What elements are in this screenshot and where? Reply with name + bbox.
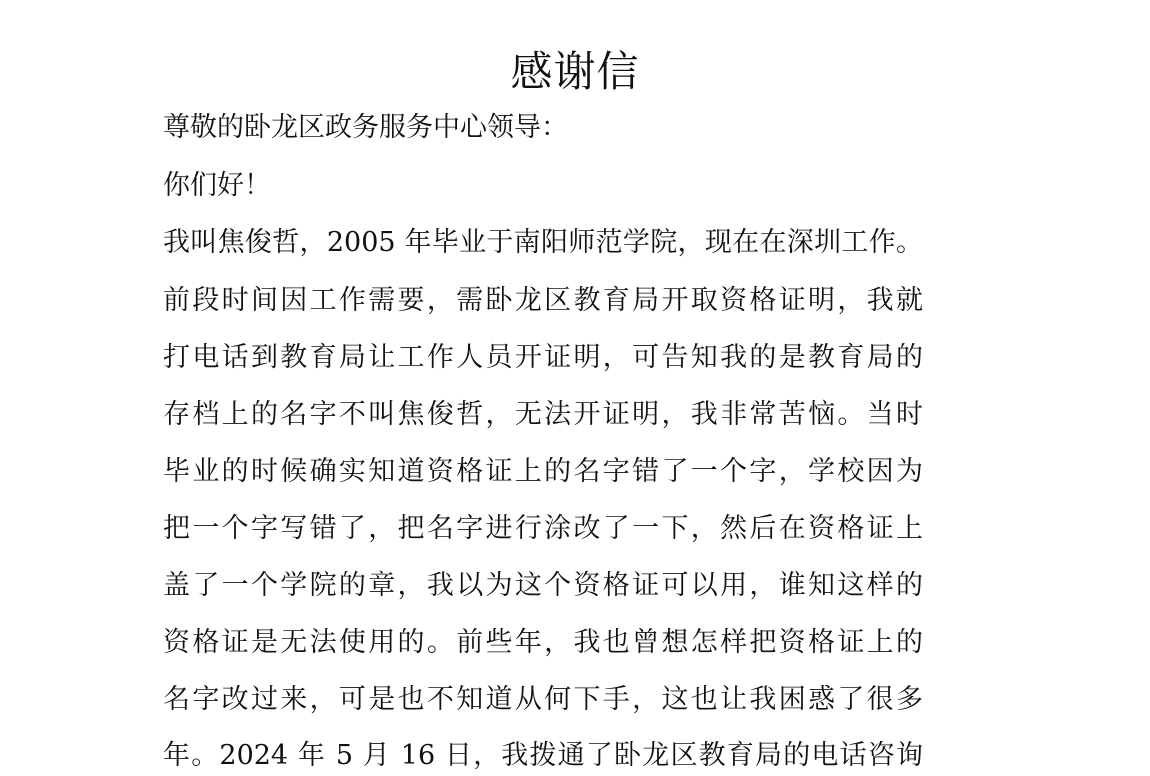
letter-body-line: 盖了一个学院的章，我以为这个资格证可以用，谁知这样的	[163, 570, 923, 601]
letter-body-line: 毕业的时候确实知道资格证上的名字错了一个字，学校因为	[163, 456, 923, 487]
letter-body-line: 把一个字写错了，把名字进行涂改了一下，然后在资格证上	[163, 513, 923, 544]
letter-greeting: 你们好！	[163, 170, 271, 201]
letter-body-line: 我叫焦俊哲，2005 年毕业于南阳师范学院，现在在深圳工作。	[163, 227, 923, 258]
letter-body-line: 前段时间因工作需要，需卧龙区教育局开取资格证明，我就	[163, 285, 923, 316]
letter-body-line: 存档上的名字不叫焦俊哲，无法开证明，我非常苦恼。当时	[163, 399, 923, 430]
letter-salutation: 尊敬的卧龙区政务服务中心领导：	[163, 112, 568, 143]
letter-body-line: 打电话到教育局让工作人员开证明，可告知我的是教育局的	[163, 342, 923, 373]
letter-body-line: 年。2024 年 5 月 16 日，我拨通了卧龙区教育局的电话咨询	[163, 740, 923, 771]
letter-title: 感谢信	[510, 47, 640, 96]
letter-body-line: 资格证是无法使用的。前些年，我也曾想怎样把资格证上的	[163, 627, 923, 658]
letter-body-line: 名字改过来，可是也不知道从何下手，这也让我困惑了很多	[163, 684, 923, 715]
